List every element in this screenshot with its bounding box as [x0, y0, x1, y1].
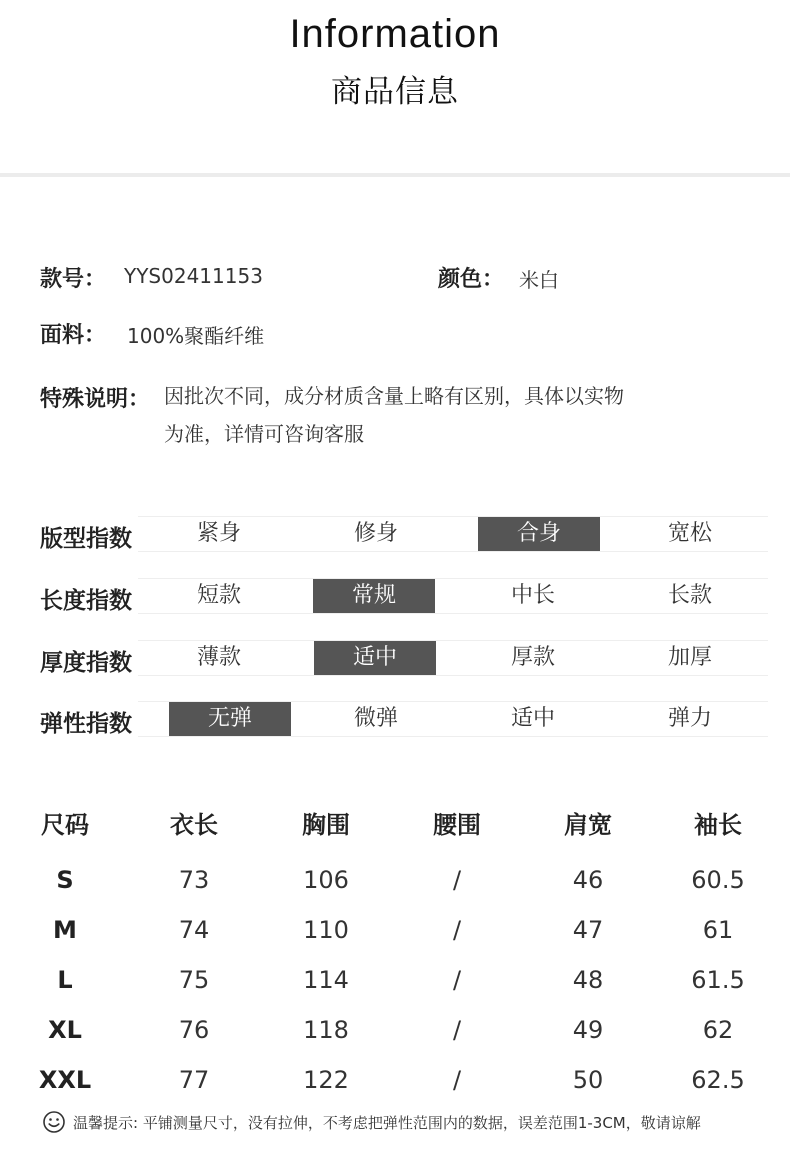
note-label: 特殊说明：: [40, 387, 151, 412]
length-cell: 73: [178, 866, 210, 894]
index-label: 厚度指数: [40, 650, 132, 676]
chest-cell: 122: [303, 1066, 349, 1094]
index-option: 宽松: [667, 521, 712, 546]
shoulder-cell: 47: [572, 916, 604, 944]
waist-cell: /: [452, 966, 462, 994]
index-option: 中长: [510, 583, 555, 608]
index-track: [138, 516, 768, 552]
table-row: [0, 916, 790, 960]
index-option: 适中: [510, 706, 555, 731]
measurement-tip: [42, 1110, 762, 1136]
shoulder-cell: 50: [572, 1066, 604, 1094]
sleeve-cell: 60.5: [691, 866, 745, 894]
sleeve-cell: 61: [702, 916, 734, 944]
index-option: 弹力: [667, 706, 712, 731]
smiley-icon: [42, 1110, 66, 1134]
column-header: 衣长: [170, 811, 218, 839]
waist-cell: /: [452, 1066, 462, 1094]
fabric-value: 100%聚酯纤维: [127, 324, 265, 348]
size-cell: S: [56, 866, 74, 894]
column-header: 袖长: [694, 811, 742, 839]
index-track: [138, 640, 768, 676]
index-option: 薄款: [196, 645, 241, 670]
title-english: Information: [289, 12, 501, 56]
sleeve-cell: 62.5: [691, 1066, 745, 1094]
color-label: 颜色：: [438, 267, 505, 292]
chest-cell: 114: [303, 966, 349, 994]
size-cell: M: [53, 916, 77, 944]
index-option: 常规: [313, 579, 435, 613]
sleeve-cell: 62: [702, 1016, 734, 1044]
index-track: [138, 578, 768, 614]
table-header: [0, 805, 790, 849]
index-label: 弹性指数: [40, 711, 132, 737]
column-header: 肩宽: [564, 811, 612, 839]
index-row-length: [0, 578, 790, 618]
index-option: 加厚: [667, 645, 712, 670]
index-option: 厚款: [510, 645, 555, 670]
index-row-fit: [0, 516, 790, 556]
waist-cell: /: [452, 916, 462, 944]
table-row: [0, 1066, 790, 1110]
fabric-label: 面料：: [40, 323, 107, 348]
length-cell: 75: [178, 966, 210, 994]
length-cell: 76: [178, 1016, 210, 1044]
index-track: [138, 701, 768, 737]
sleeve-cell: 61.5: [691, 966, 745, 994]
size-cell: XL: [48, 1016, 82, 1044]
style-number-value: YYS02411153: [124, 264, 263, 288]
note-line-1: 因批次不同，成分材质含量上略有区别，具体以实物: [164, 384, 624, 408]
index-option: 无弹: [169, 702, 291, 736]
tip-text: 温馨提示: 平铺测量尺寸，没有拉伸，不考虑把弹性范围内的数据，误差范围1-3CM，敬请谅解: [73, 1114, 701, 1132]
index-option: 紧身: [196, 521, 241, 546]
header-divider: [0, 173, 790, 177]
length-cell: 77: [178, 1066, 210, 1094]
waist-cell: /: [452, 1016, 462, 1044]
chest-cell: 106: [303, 866, 349, 894]
shoulder-cell: 48: [572, 966, 604, 994]
color-value: 米白: [519, 268, 559, 292]
note-line-2: 为准，详情可咨询客服: [164, 422, 364, 446]
column-header: 尺码: [41, 811, 89, 839]
header: [0, 0, 790, 178]
index-option: 适中: [314, 641, 436, 675]
index-option: 短款: [196, 583, 241, 608]
size-cell: L: [57, 966, 73, 994]
shoulder-cell: 49: [572, 1016, 604, 1044]
index-option: 合身: [478, 517, 600, 551]
length-cell: 74: [178, 916, 210, 944]
index-option: 长款: [667, 583, 712, 608]
index-row-elasticity: [0, 701, 790, 741]
shoulder-cell: 46: [572, 866, 604, 894]
table-row: [0, 1016, 790, 1060]
column-header: 腰围: [433, 811, 481, 839]
waist-cell: /: [452, 866, 462, 894]
column-header: 胸围: [302, 811, 350, 839]
chest-cell: 118: [303, 1016, 349, 1044]
size-cell: XXL: [38, 1066, 92, 1094]
index-row-thickness: [0, 640, 790, 680]
table-row: [0, 966, 790, 1010]
index-label: 长度指数: [40, 588, 132, 614]
title-chinese: 商品信息: [331, 74, 459, 110]
style-number-label: 款号：: [40, 267, 107, 292]
table-row: [0, 866, 790, 910]
chest-cell: 110: [303, 916, 349, 944]
index-option: 微弹: [353, 706, 398, 731]
index-label: 版型指数: [40, 526, 132, 552]
index-option: 修身: [353, 521, 398, 546]
